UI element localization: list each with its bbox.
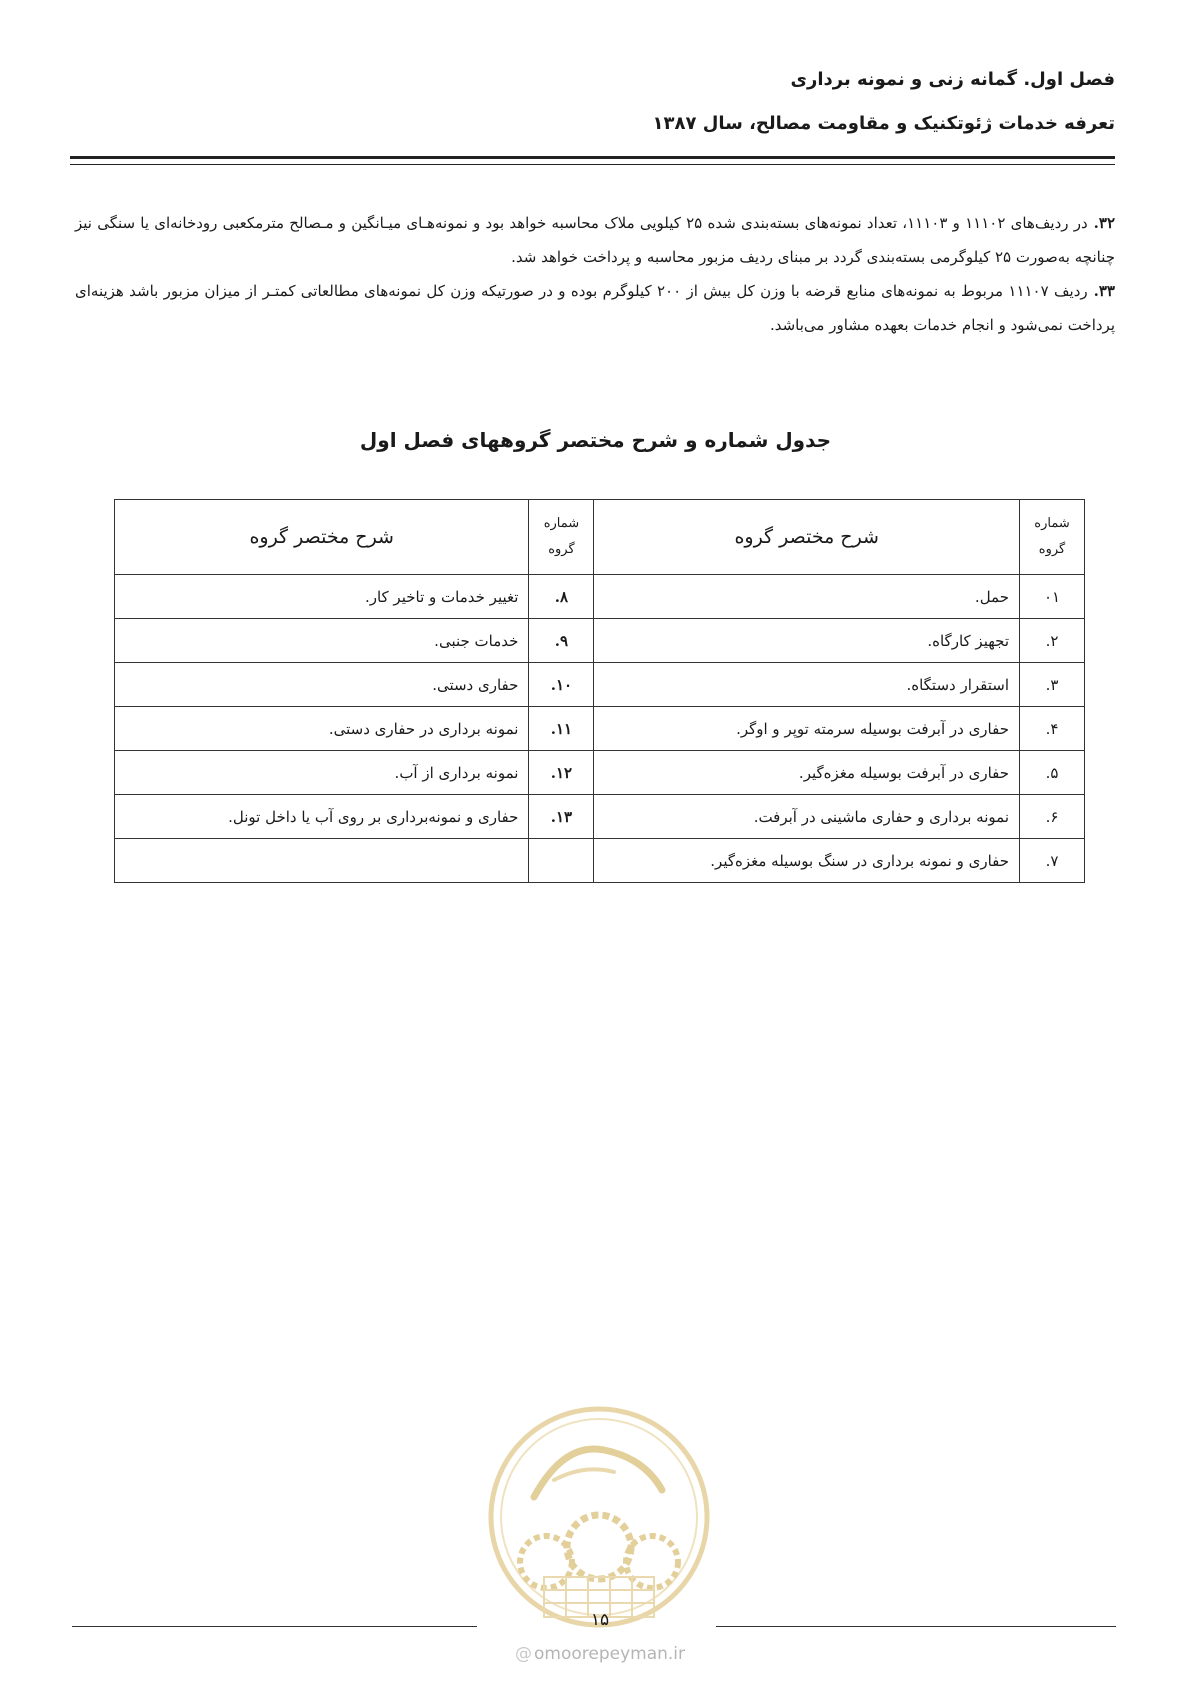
- table-row: [115, 707, 1085, 751]
- group-number: ۴.: [1020, 707, 1085, 751]
- note-number: ۳۲.: [1093, 214, 1116, 232]
- group-description: حفاری و نمونه برداری در سنگ بوسیله مغزه‌گیر.: [594, 839, 1020, 883]
- group-description: حمل.: [594, 575, 1020, 619]
- group-number: ۸.: [529, 575, 594, 619]
- group-description: تجهیز کارگاه.: [594, 619, 1020, 663]
- table-title: جدول شماره و شرح مختصر گروههای فصل اول: [359, 428, 832, 452]
- website-watermark: [480, 1644, 720, 1664]
- group-description: استقرار دستگاه.: [594, 663, 1020, 707]
- group-number: [529, 839, 594, 883]
- group-number: ۱۰.: [529, 663, 594, 707]
- table-row: [115, 795, 1085, 839]
- page-header: [75, 58, 1115, 146]
- notes-section: [75, 206, 1115, 342]
- chapter-title: فصل اول. گمانه زنی و نمونه برداری: [790, 69, 1115, 90]
- group-number: ۷.: [1020, 839, 1085, 883]
- table-row: [115, 751, 1085, 795]
- watermark-logo-icon: [484, 1402, 714, 1632]
- group-number: ۳.: [1020, 663, 1085, 707]
- group-description: حفاری در آبرفت بوسیله مغزه‌گیر.: [594, 751, 1020, 795]
- note-text: در ردیف‌های ۱۱۱۰۲ و ۱۱۱۰۳، تعداد نمونه‌های بسته‌بندی شده ۲۵ کیلویی ملاک محاسبه خواهد بود و نمونه‌هـای میـانگین و مـصالح مترمکعبی رودخانه‌ای یا سنگی نیز چنانچه به‌صورت ۲۵ کیلوگرمی بسته‌بندی گردد بر مبنای ردیف مزبور محاسبه و پرداخت خواهد شد.: [75, 214, 1115, 266]
- header-divider: [70, 156, 1115, 165]
- page-number: ۱۵: [590, 1610, 610, 1630]
- table-row: [115, 663, 1085, 707]
- group-number: ۱۲.: [529, 751, 594, 795]
- note-item: [75, 206, 1115, 274]
- group-number: ۵.: [1020, 751, 1085, 795]
- group-description: حفاری و نمونه‌برداری بر روی آب یا داخل تونل.: [115, 795, 529, 839]
- document-title: تعرفه خدمات ژئوتکنیک و مقاومت مصالح، سال ۱۳۸۷: [652, 113, 1115, 134]
- group-description: نمونه برداری از آب.: [115, 751, 529, 795]
- note-item: [75, 274, 1115, 342]
- group-number: ۹.: [529, 619, 594, 663]
- table-header-row: [115, 500, 1085, 575]
- group-description: خدمات جنبی.: [115, 619, 529, 663]
- group-description: تغییر خدمات و تاخیر کار.: [115, 575, 529, 619]
- header-group-description: شرح مختصر گروه: [115, 500, 529, 575]
- table-row: [115, 619, 1085, 663]
- group-number: ۲.: [1020, 619, 1085, 663]
- group-number: ۱۱.: [529, 707, 594, 751]
- footer-divider-right: [716, 1626, 1116, 1627]
- table-row: [115, 839, 1085, 883]
- group-description: [115, 839, 529, 883]
- group-description: حفاری دستی.: [115, 663, 529, 707]
- header-group-number: شماره گروه: [1020, 500, 1085, 575]
- header-group-number: شماره گروه: [529, 500, 594, 575]
- website-text: omoorepeyman.ir: [533, 1644, 686, 1664]
- group-number: ۱۳.: [529, 795, 594, 839]
- group-number: ۰۱: [1020, 575, 1085, 619]
- at-icon: @: [514, 1644, 532, 1664]
- note-number: ۳۳.: [1093, 282, 1115, 300]
- header-group-description: شرح مختصر گروه: [594, 500, 1020, 575]
- footer-divider-left: [72, 1626, 477, 1627]
- group-description: نمونه برداری و حفاری ماشینی در آبرفت.: [594, 795, 1020, 839]
- note-text: ردیف ۱۱۱۰۷ مربوط به نمونه‌های منابع قرضه با وزن کل بیش از ۲۰۰ کیلوگرم بوده و در صورتیکه وزن کل نمونه‌های مطالعاتی کمتـر از میزان مزبور باشد هزینه‌ای پرداخت نمی‌شود و انجام خدمات بعهده مشاور می‌باشد.: [75, 282, 1115, 334]
- group-description: حفاری در آبرفت بوسیله سرمته توپر و اوگر.: [594, 707, 1020, 751]
- group-description: نمونه برداری در حفاری دستی.: [115, 707, 529, 751]
- group-number: ۶.: [1020, 795, 1085, 839]
- table-row: [115, 575, 1085, 619]
- group-table: [114, 499, 1085, 883]
